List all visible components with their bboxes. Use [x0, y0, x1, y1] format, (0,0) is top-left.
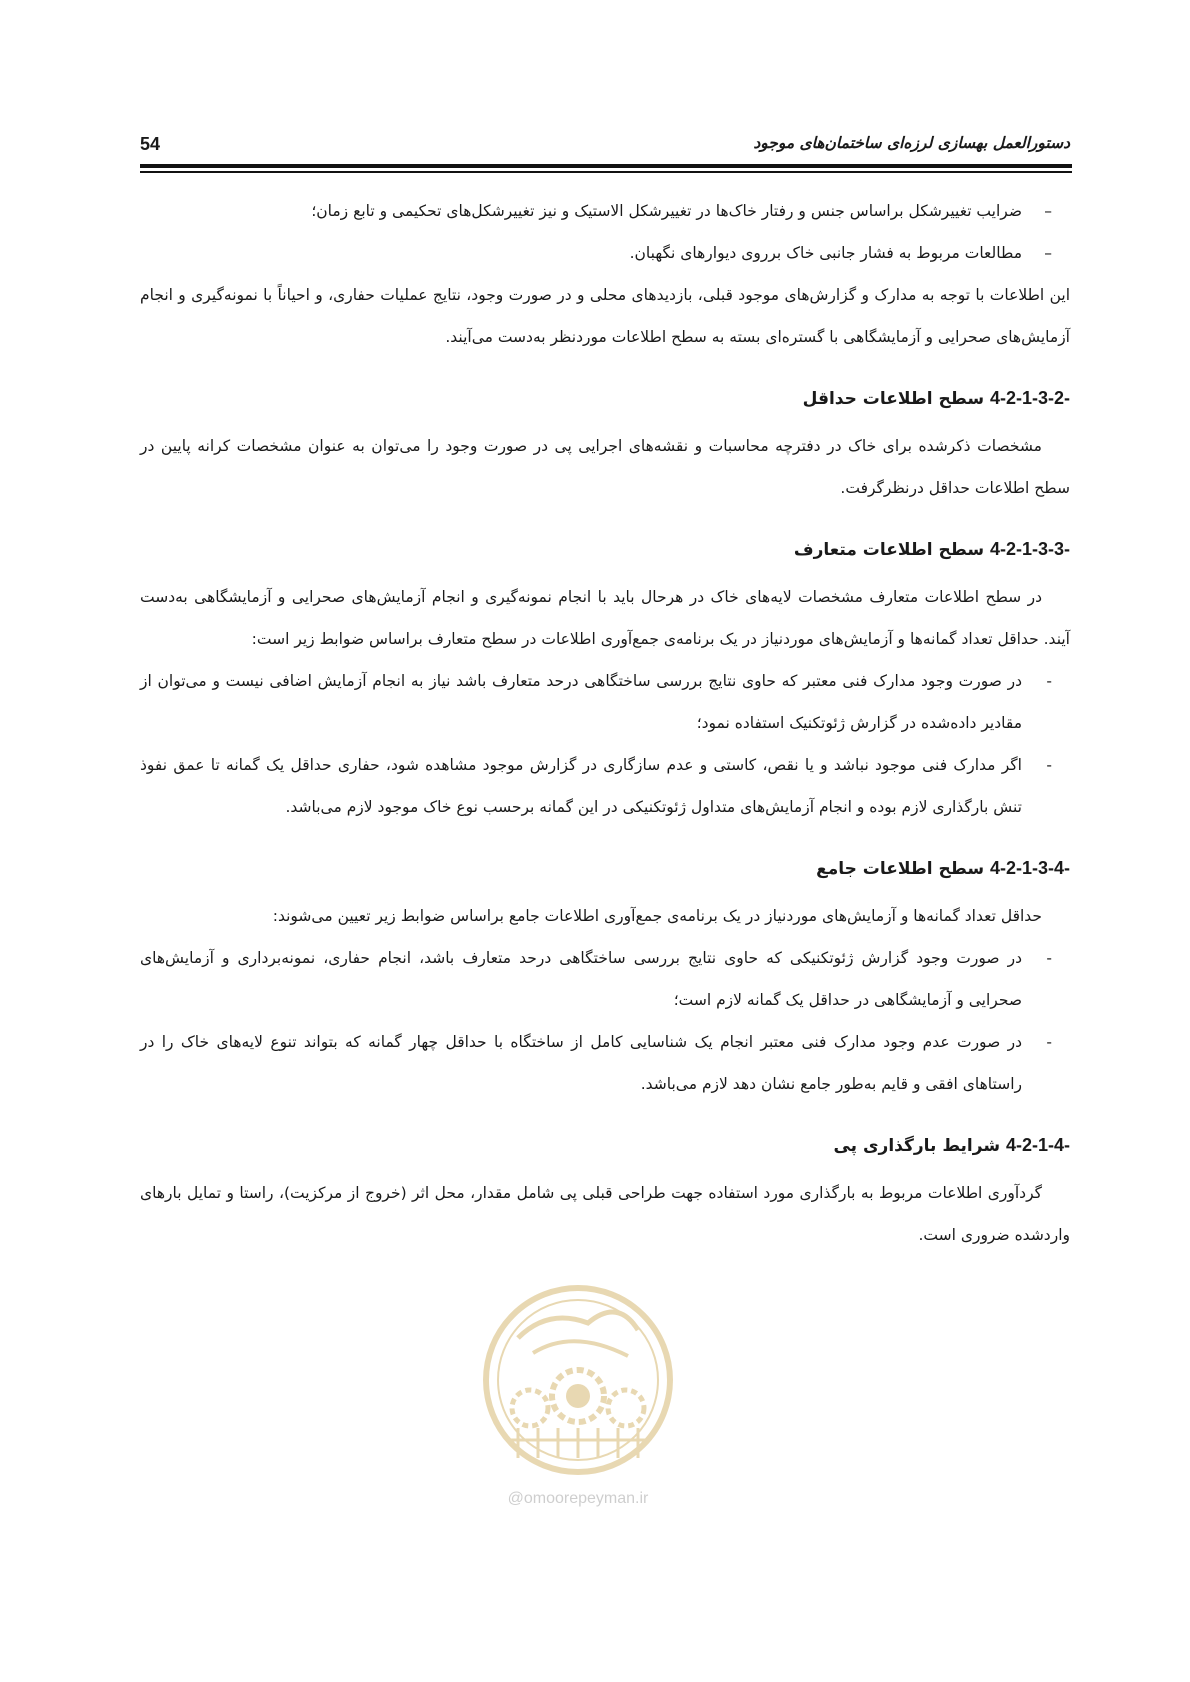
seal-logo-icon [478, 1268, 678, 1483]
section-title: شرایط بارگذاری پی [833, 1136, 1006, 1156]
section-paragraph: در سطح اطلاعات متعارف مشخصات لایه‌های خاک در هرحال باید با انجام نمونه‌گیری و انجام آزمایش‌های صحرایی و آزمایشگاهی به‌دست آیند. حداقل تعداد گمانه‌ها و آزمایش‌های موردنیاز در یک برنامه‌ی جمع‌آوری اطلاعات در سطح متعارف براساس ضوابط زیر است: [140, 588, 1070, 648]
bullet-marker: - [1046, 756, 1052, 774]
section-title: سطح اطلاعات جامع [816, 859, 990, 879]
section-number: 4-2-1-4- [1005, 1135, 1070, 1155]
section-number: 4-2-1-3-2- [989, 388, 1070, 408]
section-heading-conventional [140, 531, 1070, 568]
watermark-url: @omoorepeyman.ir [507, 1490, 649, 1507]
bullet-marker: - [1046, 1033, 1052, 1051]
section-paragraph: گردآوری اطلاعات مربوط به بارگذاری مورد استفاده جهت طراحی قبلی پی شامل مقدار، محل اثر (خروج از مرکزیت)، راستا و تمایل بارهای واردشده ضروری است. [140, 1184, 1070, 1244]
header-rule-thick [140, 164, 1072, 168]
section-heading-foundation-loading [140, 1127, 1070, 1164]
section-heading-comprehensive [140, 850, 1070, 887]
list-item: – ضرایب تغییرشکل براساس جنس و رفتار خاک‌ها در تغییرشکل الاستیک و نیز تغییرشکل‌های تحکیمی و تابع زمان؛ [140, 190, 1070, 232]
section-paragraph: مشخصات ذکرشده برای خاک در دفترچه محاسبات و نقشه‌های اجرایی پی در صورت وجود را می‌توان به عنوان مشخصات کرانه پایین در سطح اطلاعات حداقل درنظرگرفت. [140, 437, 1070, 497]
section-title: سطح اطلاعات متعارف [793, 540, 990, 560]
bullet-marker: – [1044, 202, 1052, 220]
list-item: - در صورت عدم وجود مدارک فنی معتبر انجام یک شناسایی کامل از ساختگاه با حداقل چهار گمانه که بتواند تنوع لایه‌های خاک را در راستاهای افقی و قایم به‌طور جامع نشان دهد لازم می‌باشد. [140, 1021, 1070, 1105]
section-heading-minimum [140, 380, 1070, 417]
bullet-marker: - [1046, 672, 1052, 690]
header-rule-thin [140, 171, 1072, 173]
intro-paragraph: این اطلاعات با توجه به مدارک و گزارش‌های موجود قبلی، بازدیدهای محلی و در صورت وجود، نتایج عملیات حفاری، و احیاناً با نمونه‌گیری و انجام آزمایش‌های صحرایی و آزمایشگاهی با گستره‌ای بسته به سطح اطلاعات موردنظر به‌دست می‌آیند. [140, 286, 1070, 346]
page-content [140, 190, 1070, 1256]
list-item: – مطالعات مربوط به فشار جانبی خاک برروی دیوارهای نگهبان. [140, 232, 1070, 274]
list-item: - در صورت وجود مدارک فنی معتبر که حاوی نتایج بررسی ساختگاهی درحد متعارف باشد نیاز به انجام آزمایش اضافی نیست و می‌توان از مقادیر داده‌شده در گزارش ژئوتکنیک استفاده نمود؛ [140, 660, 1070, 744]
section-title: سطح اطلاعات حداقل [802, 389, 990, 409]
bullet-marker: – [1044, 244, 1052, 262]
section-number: 4-2-1-3-4- [989, 858, 1070, 878]
running-title: دستورالعمل بهسازی لرزه‌ای ساختمان‌های موجود [753, 134, 1070, 152]
list-item: - اگر مدارک فنی موجود نباشد و یا نقص، کاستی و عدم سازگاری در گزارش موجود مشاهده شود، حفاری حداقل یک گمانه تا عمق نفوذ تنش بارگذاری لازم بوده و انجام آزمایش‌های متداول ژئوتکنیکی در این گمانه برحسب نوع خاک موجود لازم می‌باشد. [140, 744, 1070, 828]
section-paragraph: حداقل تعداد گمانه‌ها و آزمایش‌های موردنیاز در یک برنامه‌ی جمع‌آوری اطلاعات جامع براساس ضوابط زیر تعیین می‌شوند: [272, 907, 1042, 925]
bullet-marker: - [1046, 949, 1052, 967]
page-number: 54 [140, 134, 161, 154]
watermark-seal [478, 1268, 678, 1528]
list-item: - در صورت وجود گزارش ژئوتکنیکی که حاوی نتایج بررسی ساختگاهی درحد متعارف باشد، انجام حفاری، نمونه‌برداری و آزمایش‌های صحرایی و آزمایشگاهی در حداقل یک گمانه لازم است؛ [140, 937, 1070, 1021]
page-header [140, 134, 1070, 164]
section-number: 4-2-1-3-3- [989, 539, 1070, 559]
